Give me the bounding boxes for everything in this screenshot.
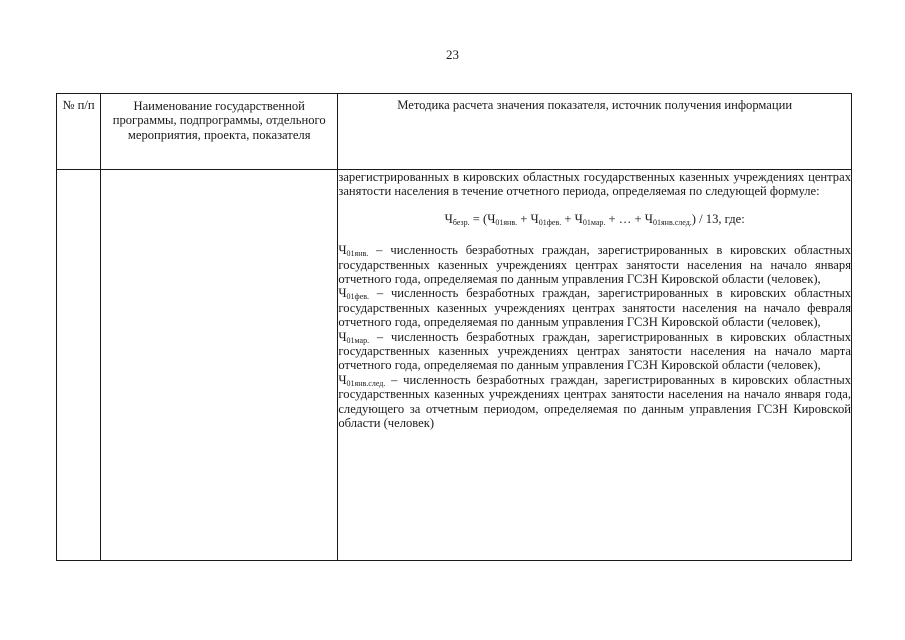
header-method-label: Методика расчета значения показателя, источник получения информации xyxy=(397,98,793,112)
formula xyxy=(338,212,851,226)
formula-term: Ч xyxy=(644,211,653,226)
formula-term: Ч xyxy=(487,211,496,226)
formula-term-sub: 01мар. xyxy=(582,217,606,227)
definition-item xyxy=(338,286,851,329)
formula-term-sub: 01янв. xyxy=(495,217,518,227)
definition-item xyxy=(338,373,851,431)
definition-symbol-sub: 01мар. xyxy=(346,335,370,345)
definition-symbol: Ч xyxy=(338,372,347,387)
methodology-table xyxy=(56,93,852,561)
formula-tail: ) / 13, где: xyxy=(691,211,745,226)
definition-symbol: Ч xyxy=(338,286,347,301)
definition-item xyxy=(338,243,851,286)
method-intro: зарегистрированных в кировских областных государственных казенных учреждениях центрах занятости населения в течение отчетного периода, определяемая по следующей формуле: xyxy=(338,170,851,199)
formula-term: Ч xyxy=(530,211,539,226)
cell-method xyxy=(338,170,852,561)
definition-symbol: Ч xyxy=(338,329,347,344)
formula-op: + … + xyxy=(605,211,645,226)
formula-op: + xyxy=(561,211,575,226)
header-name-label: Наименование государственной программы, подпрограммы, отдельного мероприятия, проекта, показателя xyxy=(112,99,326,142)
formula-lhs: Ч xyxy=(444,211,453,226)
formula-term-sub: 01янв.след. xyxy=(652,217,692,227)
table-header-row xyxy=(57,94,852,170)
formula-term-sub: 01фев. xyxy=(538,217,562,227)
definition-text: – численность безработных граждан, зарегистрированных в кировских областных государственных казенных учреждениях центрах занятости населения на начало февраля отчетного года, определяемая по данным управления ГСЗН Кировской области (человек), xyxy=(338,286,851,330)
definition-symbol-sub: 01янв. xyxy=(346,249,369,259)
definition-item xyxy=(338,330,851,373)
definition-symbol-sub: 01фев. xyxy=(346,292,370,302)
definition-text: – численность безработных граждан, зарегистрированных в кировских областных государственных казенных учреждениях центрах занятости населения на начало января года, следующего за отчетным периодом, определяемая по данным управления ГСЗН Кировской области (человек) xyxy=(338,372,851,431)
formula-eq: = ( xyxy=(469,211,488,226)
formula-lhs-sub: безр. xyxy=(452,217,470,227)
table-row xyxy=(57,170,852,561)
definition-text: – численность безработных граждан, зарегистрированных в кировских областных государственных казенных учреждениях центрах занятости населения на начало марта отчетного года, определяемая по данным управления ГСЗН Кировской области (человек), xyxy=(338,329,851,373)
header-method xyxy=(338,94,852,170)
definition-symbol-sub: 01янв.след. xyxy=(346,378,386,388)
cell-name xyxy=(101,170,338,561)
formula-op: + xyxy=(517,211,531,226)
header-number xyxy=(57,94,101,170)
header-number-label: № п/п xyxy=(62,98,95,112)
formula-term: Ч xyxy=(574,211,583,226)
cell-number xyxy=(57,170,101,561)
definition-symbol: Ч xyxy=(338,243,347,258)
page-number: 23 xyxy=(446,47,459,62)
definition-text: – численность безработных граждан, зарегистрированных в кировских областных государственных казенных учреждениях центрах занятости населения на начало января отчетного года, определяемая по данным управления ГСЗН Кировской области (человек), xyxy=(338,243,851,287)
header-name xyxy=(101,94,338,170)
